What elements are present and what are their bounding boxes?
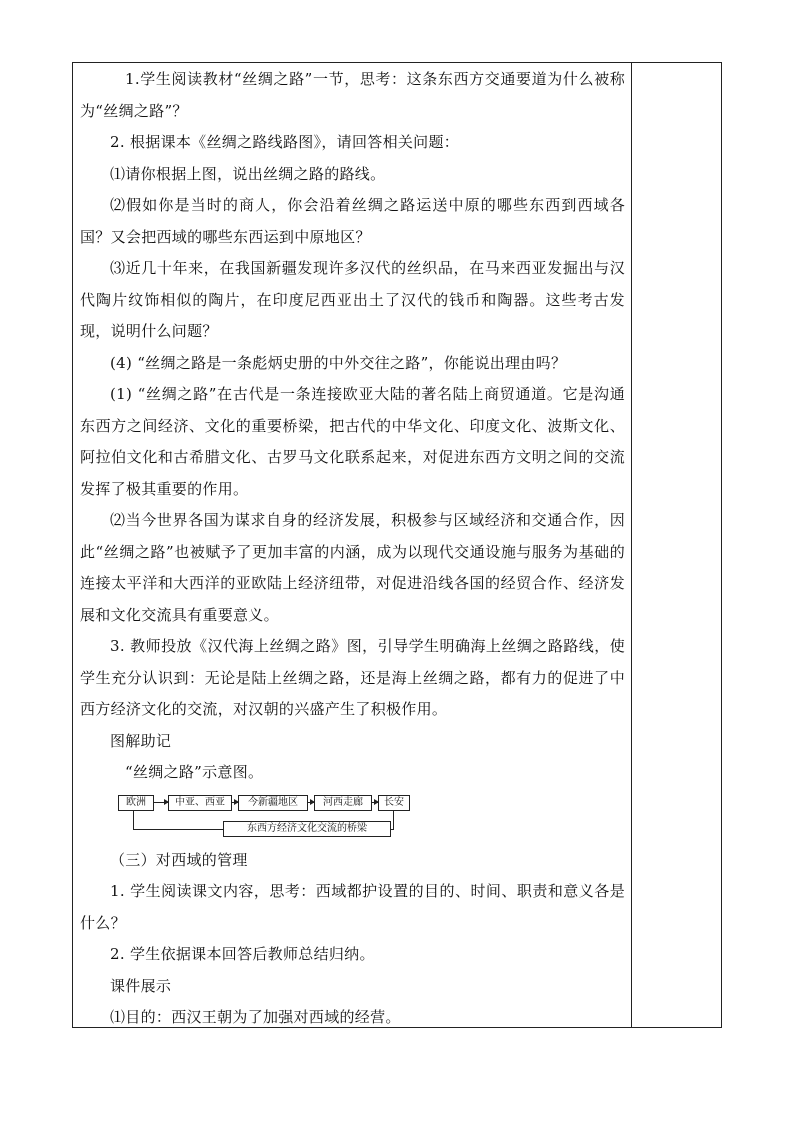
paragraph-10: 图解助记 bbox=[110, 731, 172, 750]
paragraph-12: 1. 学生阅读课文内容，思考：西域都护设置的目的、时间、职责和意义各是什么？ bbox=[80, 882, 625, 932]
diagram-connector bbox=[133, 811, 134, 829]
paragraph-1: 1.学生阅读教材“丝绸之路”一节，思考：这条东西方交通要道为什么被称为“丝绸之路”？ bbox=[80, 70, 625, 120]
diagram-bottom-box: 东西方经济文化交流的桥梁 bbox=[223, 821, 391, 837]
paragraph-6: (4) “丝绸之路是一条彪炳史册的中外交往之路”，你能说出理由吗？ bbox=[110, 353, 567, 372]
diagram-box-changan: 长安 bbox=[378, 795, 410, 811]
diagram-arrow bbox=[154, 802, 168, 803]
diagram-box-central-asia: 中亚、西亚 bbox=[168, 795, 232, 811]
diagram-connector bbox=[391, 829, 394, 830]
section-heading: （三）对西域的管理 bbox=[110, 850, 248, 869]
diagram-connector bbox=[393, 811, 394, 829]
paragraph-11: “丝绸之路”示意图。 bbox=[125, 763, 264, 781]
paragraph-5: ⑶近几十年来，在我国新疆发现许多汉代的丝织品，在马来西亚发掘出与汉代陶片纹饰相似的陶片，在印度尼西亚出土了汉代的钱币和陶器。这些考古发现，说明什么问题？ bbox=[80, 259, 625, 340]
paragraph-9: 3. 教师投放《汉代海上丝绸之路》图，引导学生明确海上丝绸之路路线，使学生充分认识到：无论是陆上丝绸之路，还是海上丝绸之路，都有力的促进了中西方经济文化的交流，对汉朝的兴盛产生了积极作用。 bbox=[80, 637, 625, 718]
paragraph-2: 2. 根据课本《丝绸之路线路图》，请回答相关问题： bbox=[110, 133, 460, 151]
paragraph-4: ⑵假如你是当时的商人，你会沿着丝绸之路运送中原的哪些东西到西域各国？又会把西域的哪些东西运到中原地区？ bbox=[80, 196, 625, 246]
paragraph-14: 课件展示 bbox=[110, 976, 172, 995]
diagram-box-hexi-corridor: 河西走廊 bbox=[314, 795, 372, 811]
column-divider bbox=[631, 62, 632, 1028]
diagram-box-xinjiang: 今新疆地区 bbox=[238, 795, 308, 811]
lesson-content bbox=[80, 64, 625, 1034]
diagram-connector bbox=[133, 829, 223, 830]
diagram-box-europe: 欧洲 bbox=[118, 795, 154, 811]
paragraph-7: (1) “丝绸之路”在古代是一条连接欧亚大陆的著名陆上商贸通道。它是沟通东西方之间经济、文化的重要桥梁，把古代的中华文化、印度文化、波斯文化、阿拉伯文化和古希腊文化、古罗马文化联系起来，对促进东西方文明之间的交流发挥了极其重要的作用。 bbox=[80, 385, 625, 498]
paragraph-15: ⑴目的：西汉王朝为了加强对西域的经营。 bbox=[110, 1008, 401, 1026]
silk-road-diagram bbox=[80, 789, 625, 845]
paragraph-13: 2. 学生依据课本回答后教师总结归纳。 bbox=[110, 945, 375, 963]
paragraph-8: ⑵当今世界各国为谋求自身的经济发展，积极参与区域经济和交通合作，因此“丝绸之路”也被赋予了更加丰富的内涵，成为以现代交通设施与服务为基础的连接太平洋和大西洋的亚欧陆上经济纽带，对促进沿线各国的经贸合作、经济发展和文化交流具有重要意义。 bbox=[80, 511, 625, 624]
paragraph-3: ⑴请你根据上图，说出丝绸之路的路线。 bbox=[110, 164, 386, 183]
